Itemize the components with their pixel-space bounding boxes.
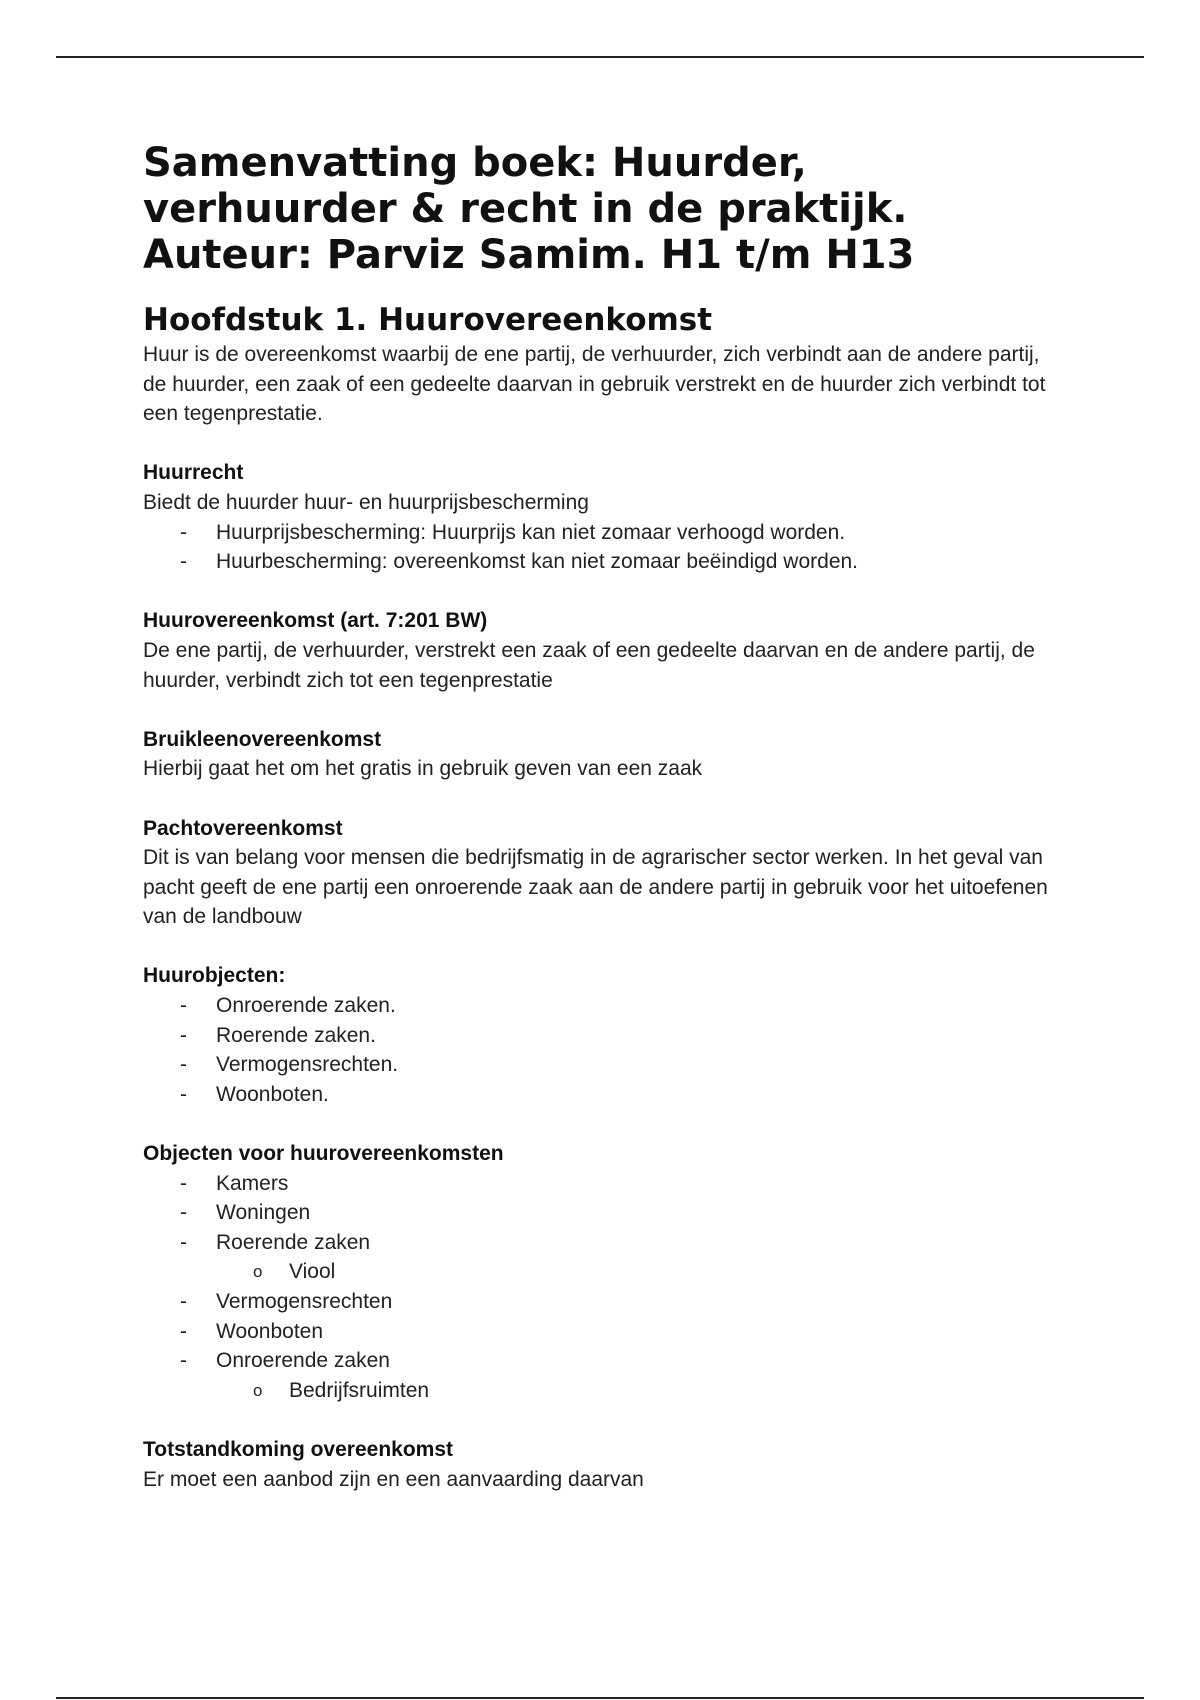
list-item [143, 1050, 1063, 1080]
section-text-pacht: Dit is van belang voor mensen die bedrijfsmatig in de agrarischer sector werken. In het geval van pacht geeft de ene partij een onroerende zaak aan de andere partij in gebruik voor het uitoefenen van de landbouw [143, 846, 1048, 929]
dash-bullet: - [180, 1082, 187, 1106]
list-item-text: Onroerende zaken. [216, 994, 396, 1018]
section-text-huurrecht: Biedt de huurder huur- en huurprijsbescherming [143, 490, 589, 514]
list-item-text: Woonboten [216, 1319, 324, 1343]
list-item-text: Vermogensrechten. [216, 1053, 399, 1077]
sublist-container [143, 1376, 1063, 1406]
section-objecten [143, 1139, 1063, 1405]
list-item [143, 1346, 1063, 1376]
sub-list-item-text: Viool [289, 1260, 336, 1284]
list-item-text: Huurbescherming: overeenkomst kan niet zomaar beëindigd worden. [216, 550, 859, 574]
chapter-intro: Huur is de overeenkomst waarbij de ene partij, de verhuurder, zich verbindt aan de andere partij, de huurder, een zaak of een gedeelte daarvan in gebruik verstrekt en de huurder zich verbindt tot een tegenprestatie. [143, 343, 1046, 426]
section-text-bruikleen: Hierbij gaat het om het gratis in gebruik geven van een zaak [143, 757, 703, 781]
dash-bullet: - [180, 1319, 187, 1343]
section-pacht [143, 814, 1063, 932]
chapter-heading: Hoofdstuk 1. Huurovereenkomst [143, 302, 713, 338]
huurobjecten-list [143, 991, 1063, 1109]
section-text-huurovereenkomst: De ene partij, de verhuurder, verstrekt een zaak of een gedeelte daarvan en de andere partij, de huurder, verbindt zich tot een tegenprestatie [143, 638, 1035, 692]
list-item [143, 1287, 1063, 1317]
dash-bullet: - [180, 1171, 187, 1195]
list-item [143, 547, 1063, 577]
onroerend-sublist [143, 1376, 1063, 1406]
list-item [143, 1317, 1063, 1347]
dash-bullet: - [180, 520, 187, 544]
dash-bullet: - [180, 1349, 187, 1373]
section-bruikleen [143, 725, 1063, 784]
section-totstandkoming [143, 1435, 1063, 1494]
list-item-text: Roerende zaken. [216, 1023, 376, 1047]
list-item-text: Onroerende zaken [216, 1349, 390, 1373]
section-huurovereenkomst [143, 606, 1063, 695]
section-huurobjecten [143, 961, 1063, 1109]
circle-bullet: o [253, 1262, 263, 1282]
list-item [143, 1021, 1063, 1051]
section-heading-objecten: Objecten voor huurovereenkomsten [143, 1142, 504, 1166]
sub-list-item-text: Bedrijfsruimten [289, 1378, 430, 1402]
list-item [143, 518, 1063, 548]
document-content [143, 140, 1063, 1494]
huurrecht-list [143, 518, 1063, 577]
dash-bullet: - [180, 994, 187, 1018]
list-item [143, 1228, 1063, 1258]
section-heading-totstandkoming: Totstandkoming overeenkomst [143, 1437, 453, 1461]
section-text-totstandkoming: Er moet een aanbod zijn en een aanvaarding daarvan [143, 1467, 644, 1491]
sub-list-item [143, 1257, 1063, 1287]
section-heading-bruikleen: Bruikleenovereenkomst [143, 727, 382, 751]
section-heading-huurobjecten: Huurobjecten: [143, 964, 286, 988]
document-title: Samenvatting boek: Huurder, verhuurder & recht in de praktijk. Auteur: Parviz Samim. H1 t/m H13 [143, 140, 915, 278]
list-item-text: Woonboten. [216, 1082, 329, 1106]
sublist-container [143, 1257, 1063, 1287]
list-item-text: Kamers [216, 1171, 289, 1195]
circle-bullet: o [253, 1380, 263, 1400]
list-item [143, 1080, 1063, 1110]
list-item-text: Roerende zaken [216, 1230, 371, 1254]
section-heading-huurovereenkomst: Huurovereenkomst (art. 7:201 BW) [143, 609, 488, 633]
objecten-list [143, 1169, 1063, 1406]
list-item [143, 991, 1063, 1021]
list-item-text: Woningen [216, 1201, 311, 1225]
dash-bullet: - [180, 550, 187, 574]
list-item [143, 1169, 1063, 1199]
dash-bullet: - [180, 1201, 187, 1225]
list-item-text: Vermogensrechten [216, 1290, 393, 1313]
list-item-text: Huurprijsbescherming: Huurprijs kan niet zomaar verhoogd worden. [216, 520, 846, 544]
list-item [143, 1198, 1063, 1228]
footer-rule [56, 1697, 1144, 1699]
dash-bullet: - [180, 1023, 187, 1047]
dash-bullet: - [180, 1053, 187, 1077]
sub-list-item [143, 1376, 1063, 1406]
section-heading-pacht: Pachtovereenkomst [143, 816, 343, 840]
header-rule [56, 56, 1144, 58]
dash-bullet: - [180, 1230, 187, 1254]
roerend-sublist [143, 1257, 1063, 1287]
section-huurrecht [143, 458, 1063, 576]
dash-bullet: - [180, 1290, 187, 1313]
section-heading-huurrecht: Huurrecht [143, 461, 244, 485]
